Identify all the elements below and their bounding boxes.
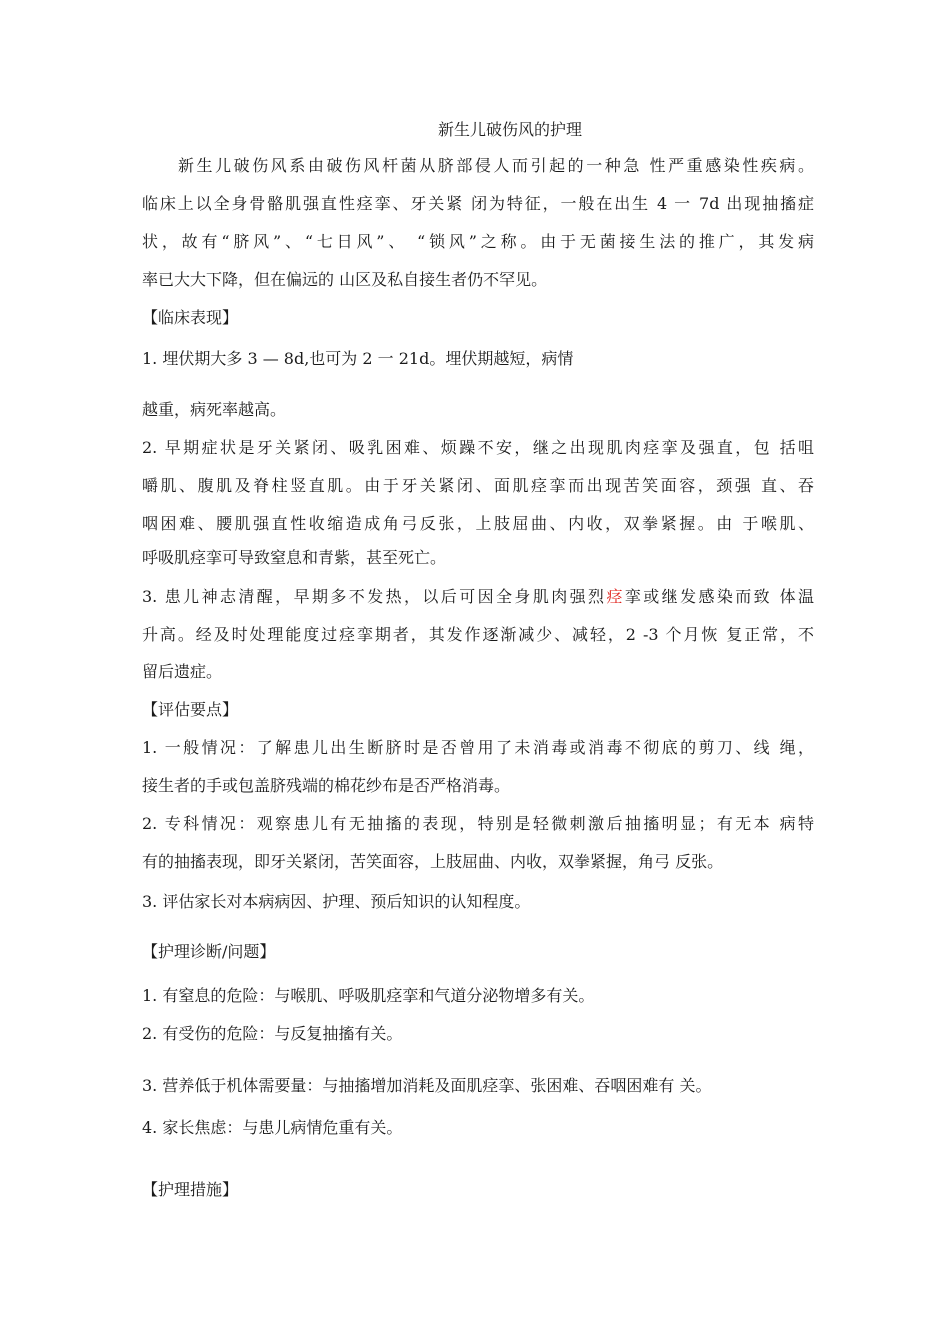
clinical-item-3-line-2: 升高。经及时处理能度过痉挛期者，其发作逐渐减少、减轻，2 -3 个月恢 复正常，不	[142, 625, 814, 644]
measures-heading: 【护理措施】	[142, 1180, 239, 1199]
highlighted-character: 痉	[606, 587, 625, 606]
clinical-item-1-line-2: 越重，病死率越高。	[142, 400, 287, 419]
diagnosis-item-1: 1. 有窒息的危险：与喉肌、呼吸肌痉挛和气道分泌物增多有关。	[142, 986, 595, 1005]
clinical-item-2-line-1: 2. 早期症状是牙关紧闭、吸乳困难、烦躁不安，继之出现肌肉痉挛及强直，包 括咀	[142, 438, 814, 457]
clinical-item-2-line-3: 咽困难、腰肌强直性收缩造成角弓反张，上肢屈曲、内收，双拳紧握。由 于喉肌、	[142, 514, 814, 533]
diagnosis-item-2: 2. 有受伤的危险：与反复抽搐有关。	[142, 1024, 403, 1043]
clinical-item-2-line-4: 呼吸肌痉挛可导致窒息和青紫，甚至死亡。	[142, 548, 447, 567]
intro-line-2: 临床上以全身骨骼肌强直性痉挛、牙关紧 闭为特征，一般在出生 4 一 7d 出现抽搐症	[142, 194, 814, 213]
clinical-item-3-line-3: 留后遗症。	[142, 662, 223, 681]
assessment-heading: 【评估要点】	[142, 700, 239, 719]
intro-line-4: 率已大大下降，但在偏远的 山区及私自接生者仍不罕见。	[142, 270, 548, 289]
clinical-item-3-line-1	[142, 587, 814, 607]
clinical-item-3-text-b: 挛或继发感染而致 体温	[624, 587, 814, 606]
clinical-item-1-line-1: 1. 埋伏期大多 3 — 8d,也可为 2 一 21d。埋伏期越短，病情	[142, 349, 574, 368]
diagnosis-item-4: 4. 家长焦虑：与患儿病情危重有关。	[142, 1118, 403, 1137]
assessment-item-2-line-1: 2. 专科情况：观察患儿有无抽搐的表现，特别是轻微刺激后抽搐明显；有无本 病特	[142, 814, 814, 833]
assessment-item-3: 3. 评估家长对本病病因、护理、预后知识的认知程度。	[142, 892, 531, 911]
assessment-item-1-line-2: 接生者的手或包盖脐残端的棉花纱布是否严格消毒。	[142, 776, 511, 795]
clinical-heading: 【临床表现】	[142, 308, 239, 327]
assessment-item-2-line-2: 有的抽搐表现，即牙关紧闭，苦笑面容，上肢屈曲、内收，双拳紧握，角弓 反张。	[142, 852, 724, 871]
diagnosis-heading: 【护理诊断/问题】	[142, 942, 276, 961]
assessment-item-1-line-1: 1. 一般情况：了解患儿出生断脐时是否曾用了未消毒或消毒不彻底的剪刀、线 绳，	[142, 738, 814, 757]
clinical-item-3-text-a: 3. 患儿神志清醒，早期多不发热，以后可因全身肌肉强烈	[142, 587, 607, 606]
diagnosis-item-3: 3. 营养低于机体需要量：与抽搐增加消耗及面肌痉挛、张困难、吞咽困难有 关。	[142, 1076, 712, 1095]
clinical-item-2-line-2: 嚼肌、腹肌及脊柱竖直肌。由于牙关紧闭、面肌痉挛而出现苦笑面容，颈强 直、吞	[142, 476, 814, 495]
intro-line-1: 新生儿破伤风系由破伤风杆菌从脐部侵人而引起的一种急 性严重感染性疾病。	[178, 156, 814, 175]
document-title: 新生儿破伤风的护理	[438, 120, 583, 139]
intro-line-3: 状，故有“脐风”、“七日风”、 “锁风”之称。由于无菌接生法的推广，其发病	[142, 232, 814, 251]
